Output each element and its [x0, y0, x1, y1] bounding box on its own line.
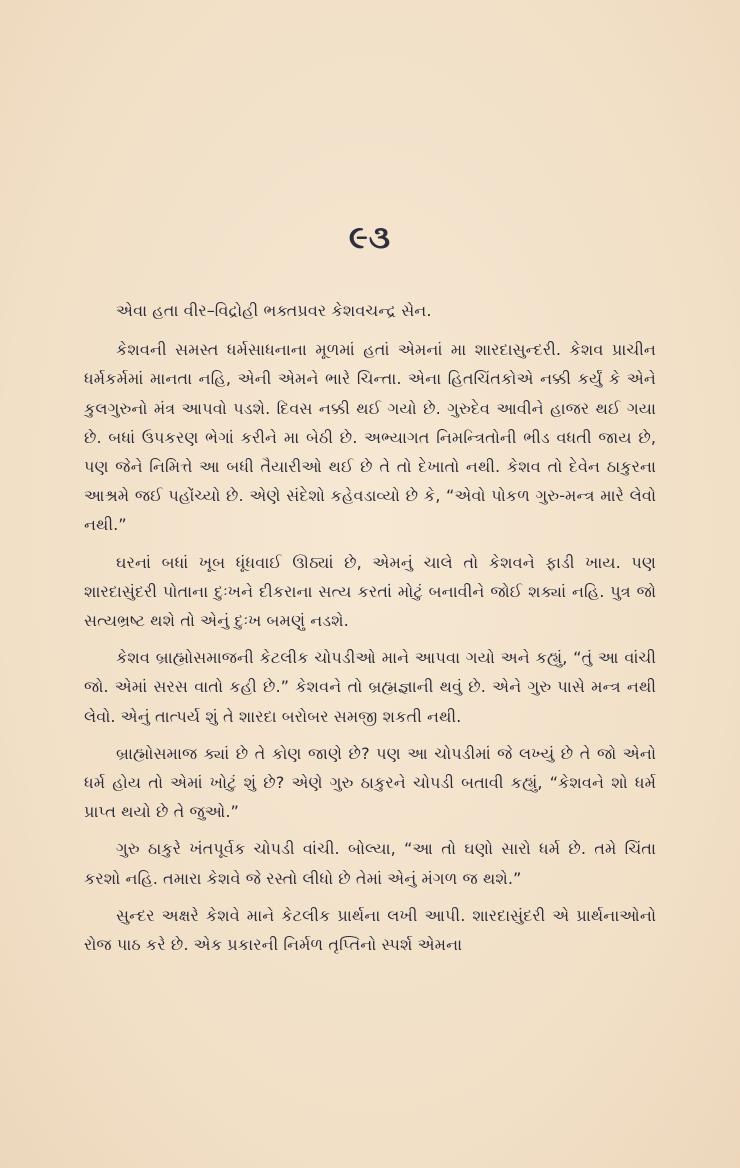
- paragraph-4: કેશવ બ્રાહ્મોસમાજની કેટલીક ચોપડીઓ માને આપવા ગયો અને કહ્યું, “તું આ વાંચી જો. એમાં સરસ વાતો કહી છે.” કેશવને તો બ્રહ્મજ્ઞાની થવું છે. એને ગુરુ પાસે મન્ત્ર નથી લેવો. એનું તાત્પર્ય શું તે શારદા બરોબર સમજી શકતી નથી.: [84, 648, 656, 726]
- paragraph-2: કેશવની સમસ્ત ધર્મસાધનાના મૂળમાં હતાં એમનાં મા શારદાસુન્દરી. કેશવ પ્રાચીન ધર્મકર્મમાં માનતા નહિ, એની એમને ભારે ચિન્તા. એના હિતચિંતકોએ નક્કી કર્યું કે એને કુલગુરુનો મંત્ર આપવો પડશે. દિવસ નક્કી થઈ ગયો છે. ગુરુદેવ આવીને હાજર થઈ ગયા છે. બધાં ઉપકરણ ભેગાં કરીને મા બેઠી છે. અભ્યાગત નિમન્ત્રિતોની ભીડ વધતી જાય છે, પણ જેને નિમિત્તે આ બધી તૈયારીઓ થઈ છે તે તો દેખાતો નથી. કેશવ તો દેવેન ઠાકુરના આશ્રમે જઈ પહોંચ્યો છે. એણે સંદેશો કહેવડાવ્યો છે કે, “એવો પોકળ ગુરુ-મન્ત્ર મારે લેવો નથી.”: [84, 340, 656, 535]
- paragraph-5: બ્રાહ્મોસમાજ ક્યાં છે તે કોણ જાણે છે? પણ આ ચોપડીમાં જે લખ્યું છે તે જો એનો ધર્મ હોય તો એમાં ખોટું શું છે? એણે ગુરુ ઠાકુરને ચોપડી બતાવી કહ્યું, “કેશવને શો ધર્મ પ્રાપ્ત થયો છે તે જુઓ.”: [84, 743, 656, 822]
- paragraph-1: એવા હતા વીર–વિદ્રોહી ભક્તપ્રવર કેશવચન્દ્ર સેન.: [116, 301, 432, 320]
- body-text: [84, 296, 656, 967]
- paragraph-3: ઘરનાં બધાં ખૂબ ધૂંધવાઈ ઊઠ્યાં છે, એમનું ચાલે તો કેશવને ફાડી ખાય. પણ શારદાસુંદરી પોતાના દુઃખને દીકરાના સત્ય કરતાં મોટું બનાવીને જોઈ શક્યાં નહિ. પુત્ર જો સત્યભ્રષ્ટ થશે તો એનું દુઃખ બમણું નડશે.: [84, 552, 656, 631]
- paragraph-6: ગુરુ ઠાકુરે ખંતપૂર્વક ચોપડી વાંચી. બોલ્યા, “આ તો ઘણો સારો ધર્મ છે. તમે ચિંતા કરશો નહિ. તમારા કેશવે જે રસ્તો લીધો છે તેમાં એનું મંગળ જ થશે.”: [84, 839, 656, 888]
- paragraph-7: સુન્દર અક્ષરે કેશવે માને કેટલીક પ્રાર્થના લખી આપી. શારદાસુંદરી એ પ્રાર્થનાઓનો રોજ પાઠ કરે છે. એક પ્રકારની નિર્મળ તૃપ્તિનો સ્પર્શ એમના: [84, 905, 656, 955]
- page-number: ૯૩: [348, 218, 392, 256]
